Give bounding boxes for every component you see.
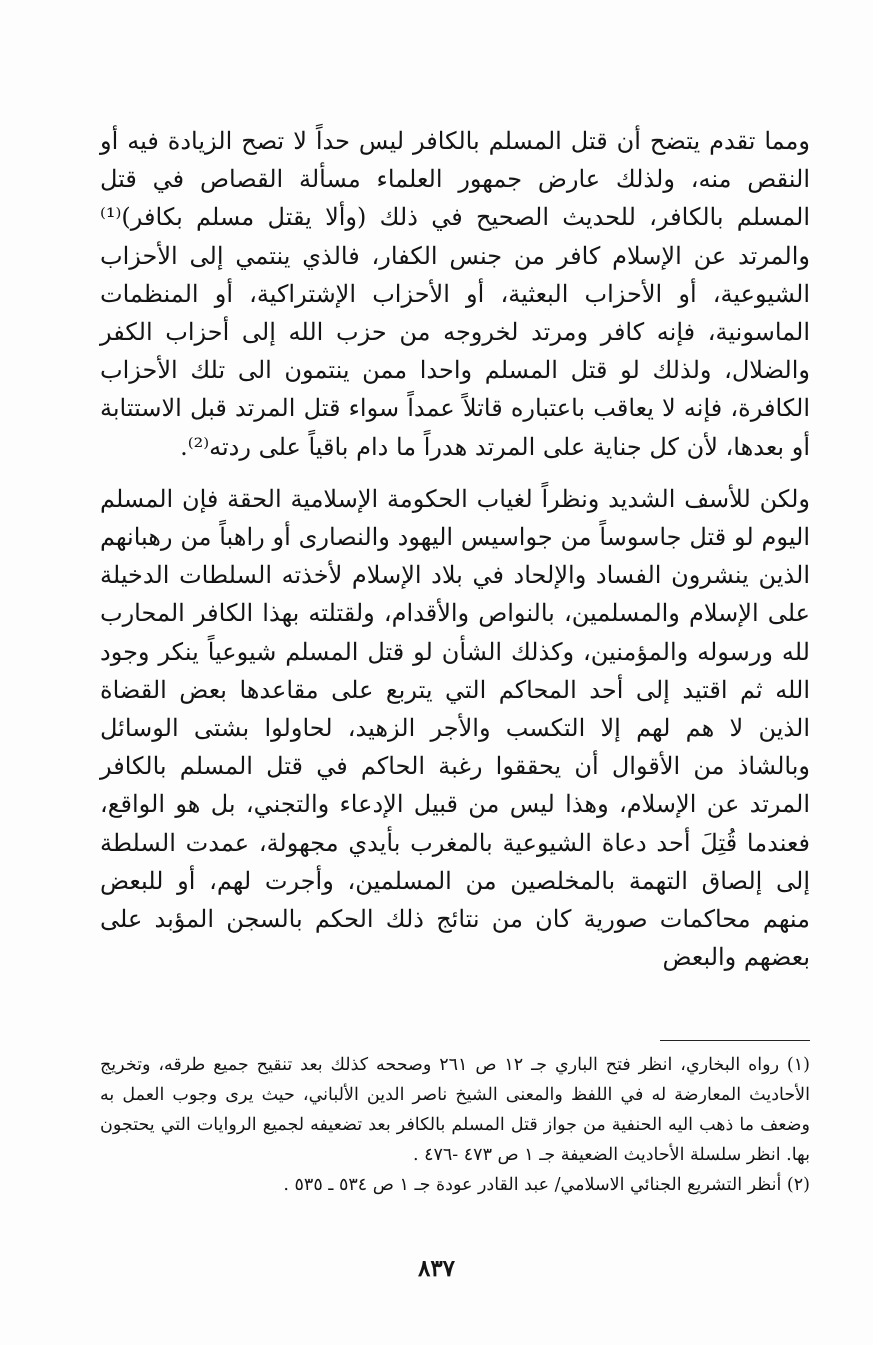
footnote-1: (١) رواه البخاري، انظر فتح الباري جـ ١٢ ص ٢٦١ وصححه كذلك بعد تنقيح جميع طرقه، وتخريج الأحاديث المعارضة له في اللفظ والمعنى الشيخ ناصر الدين الألباني، حيث يرى وجوب العمل به وضعف ما ذهب اليه الحنفية من جواز قتل المسلم بالكافر بعد تضعيفه لجميع الروايات التي يحتجون بها. انظر سلسلة الأحاديث الضعيفة جـ ١ ص ٤٧٣ -٤٧٦ . bbox=[100, 1055, 810, 1165]
body-paragraph-1: ومما تقدم يتضح أن قتل المسلم بالكافر ليس حداً لا تصح الزيادة فيه أو النقص منه، ولذلك عارض جمهور العلماء مسألة القصاص في قتل المسلم بالكافر، للحديث الصحيح في ذلك (وألا يقتل مسلم بكافر)⁽¹⁾ والمرتد عن الإسلام كافر من جنس الكفار، فالذي ينتمي إلى الأحزاب الشيوعية، أو الأحزاب البعثية، أو الأحزاب الإشتراكية، أو المنظمات الماسونية، فإنه كافر ومرتد لخروجه من حزب الله إلى أحزاب الكفر والضلال، ولذلك لو قتل المسلم واحدا ممن ينتمون الى تلك الأحزاب الكافرة، فإنه لا يعاقب باعتباره قاتلاً عمداً سواء قتل المرتد قبل الاستتابة أو بعدها، لأن كل جناية على المرتد هدراً ما دام باقياً على ردته⁽²⁾. bbox=[100, 127, 811, 461]
footnote-divider bbox=[660, 1040, 810, 1041]
main-body-text bbox=[100, 122, 810, 976]
page-number: ٨٣٧ bbox=[417, 1255, 456, 1282]
footnote-2: (٢) أنظر التشريع الجنائي الاسلامي/ عبد القادر عودة جـ ١ ص ٥٣٤ ـ ٥٣٥ . bbox=[283, 1175, 810, 1195]
footnotes-section bbox=[100, 1050, 810, 1200]
body-paragraph-2: ولكن للأسف الشديد ونظراً لغياب الحكومة الإسلامية الحقة فإن المسلم اليوم لو قتل جاسوساً من جواسيس اليهود والنصارى أو راهباً من رهبانهم الذين ينشرون الفساد والإلحاد في بلاد الإسلام لأخذته السلطات الدخيلة على الإسلام والمسلمين، بالنواص والأقدام، ولقتلته بهذا الكافر المحارب لله ورسوله والمؤمنين، وكذلك الشأن لو قتل المسلم شيوعياً ينكر وجود الله ثم اقتيد إلى أحد المحاكم التي يتربع على مقاعدها بعض القضاة الذين لا هم لهم إلا التكسب والأجر الزهيد، لحاولوا بشتى الوسائل وبالشاذ من الأقوال أن يحققوا رغبة الحاكم في قتل المسلم بالكافر المرتد عن الإسلام، وهذا ليس من قبيل الإدعاء والتجني، بل هو الواقع، فعندما قُتِلَ أحد دعاة الشيوعية بالمغرب بأيدي مجهولة، عمدت السلطة إلى إلصاق التهمة بالمخلصين من المسلمين، وأجرت لهم، أو للبعض منهم محاكمات صورية كان من نتائج ذلك الحكم بالسجن المؤبد على بعضهم والبعض bbox=[100, 484, 810, 972]
